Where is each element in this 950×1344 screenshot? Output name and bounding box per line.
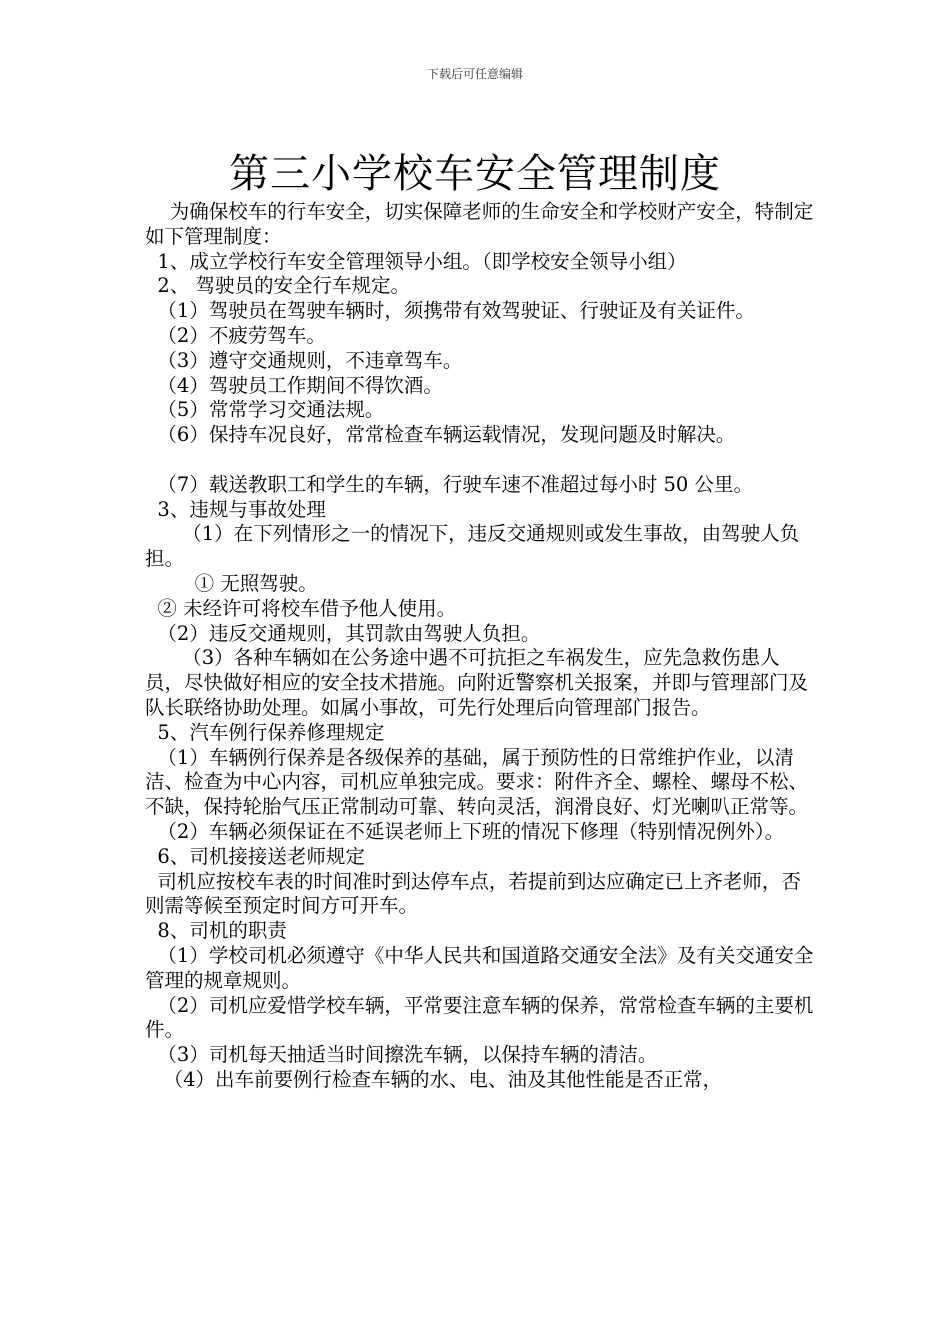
paragraph: （1）在下列情形之一的情况下，违反交通规则或发生事故，由驾驶人负担。 xyxy=(145,522,800,571)
paragraph: （2）司机应爱惜学校车辆，平常要注意车辆的保养，常常检查车辆的主要机件。 xyxy=(145,993,814,1042)
paragraph: ② 未经许可将校车借予他人使用。 xyxy=(145,596,457,620)
paragraph: （1）驾驶员在驾驶车辆时，须携带有效驾驶证、行驶证及有关证件。 xyxy=(145,299,755,323)
paragraph: 为确保校车的行车安全，切实保障老师的生命安全和学校财产安全，特制定如下管理制度： xyxy=(145,200,814,248)
paragraph: （4）驾驶员工作期间不得饮酒。 xyxy=(145,373,443,397)
document-body xyxy=(145,200,817,1093)
paragraph: ① 无照驾驶。 xyxy=(145,571,318,595)
paragraph: （3）各种车辆如在公务途中遇不可抗拒之车祸发生，应先急救伤患人员，尽快做好相应的安全技术措施。向附近警察机关报案，并即与管理部门及队长联络协助处理。如属小事故，可先行处理后向管理部门报告。 xyxy=(145,646,809,719)
paragraph: （3）司机每天抽适当时间擦洗车辆，以保持车辆的清洁。 xyxy=(145,1043,658,1067)
paragraph: 8、司机的职责 xyxy=(145,919,287,943)
paragraph: 6、司机接接送老师规定 xyxy=(145,844,365,868)
paragraph: （3）遵守交通规则，不违章驾车。 xyxy=(145,348,463,372)
paragraph: （2）车辆必须保证在不延误老师上下班的情况下修理（特别情况例外）。 xyxy=(145,819,785,843)
document-title: 第三小学校车安全管理制度 xyxy=(229,151,721,197)
paragraph: （5）常常学习交通法规。 xyxy=(145,398,385,422)
paragraph: （7）载送教职工和学生的车辆，行驶车速不准超过每小时 50 公里。 xyxy=(145,472,754,496)
paragraph: 5、汽车例行保养修理规定 xyxy=(145,720,385,744)
blank-line xyxy=(145,448,817,473)
paragraph: 2、 驾驶员的安全行车规定。 xyxy=(145,274,411,298)
paragraph: （4）出车前要例行检查车辆的水、电、油及其他性能是否正常， xyxy=(145,1067,723,1091)
paragraph: （6）保持车况良好，常常检查车辆运载情况，发现问题及时解决。 xyxy=(145,423,736,447)
paragraph: 1、成立学校行车安全管理领导小组。（即学校安全领导小组） xyxy=(145,249,687,273)
paragraph: 司机应按校车表的时间准时到达停车点，若提前到达应确定已上齐老师，否则需等候至预定时间方可开车。 xyxy=(145,869,801,918)
paragraph: （1）学校司机必须遵守《中华人民共和国道路交通安全法》及有关交通安全管理的规章规则。 xyxy=(145,943,814,992)
paragraph: （2）违反交通规则，其罚款由驾驶人负担。 xyxy=(145,621,541,645)
page-header: 下载后可任意编辑 xyxy=(426,67,523,81)
paragraph: （2）不疲劳驾车。 xyxy=(145,323,326,347)
paragraph: 3、违规与事故处理 xyxy=(145,497,326,521)
paragraph: （1）车辆例行保养是各级保养的基础，属于预防性的日常维护作业，以清洁、检查为中心内容，司机应单独完成。要求：附件齐全、螺栓、螺母不松、不缺，保持轮胎气压正常制动可靠、转向灵活，润滑良好、灯光喇叭正常等。 xyxy=(145,745,809,819)
